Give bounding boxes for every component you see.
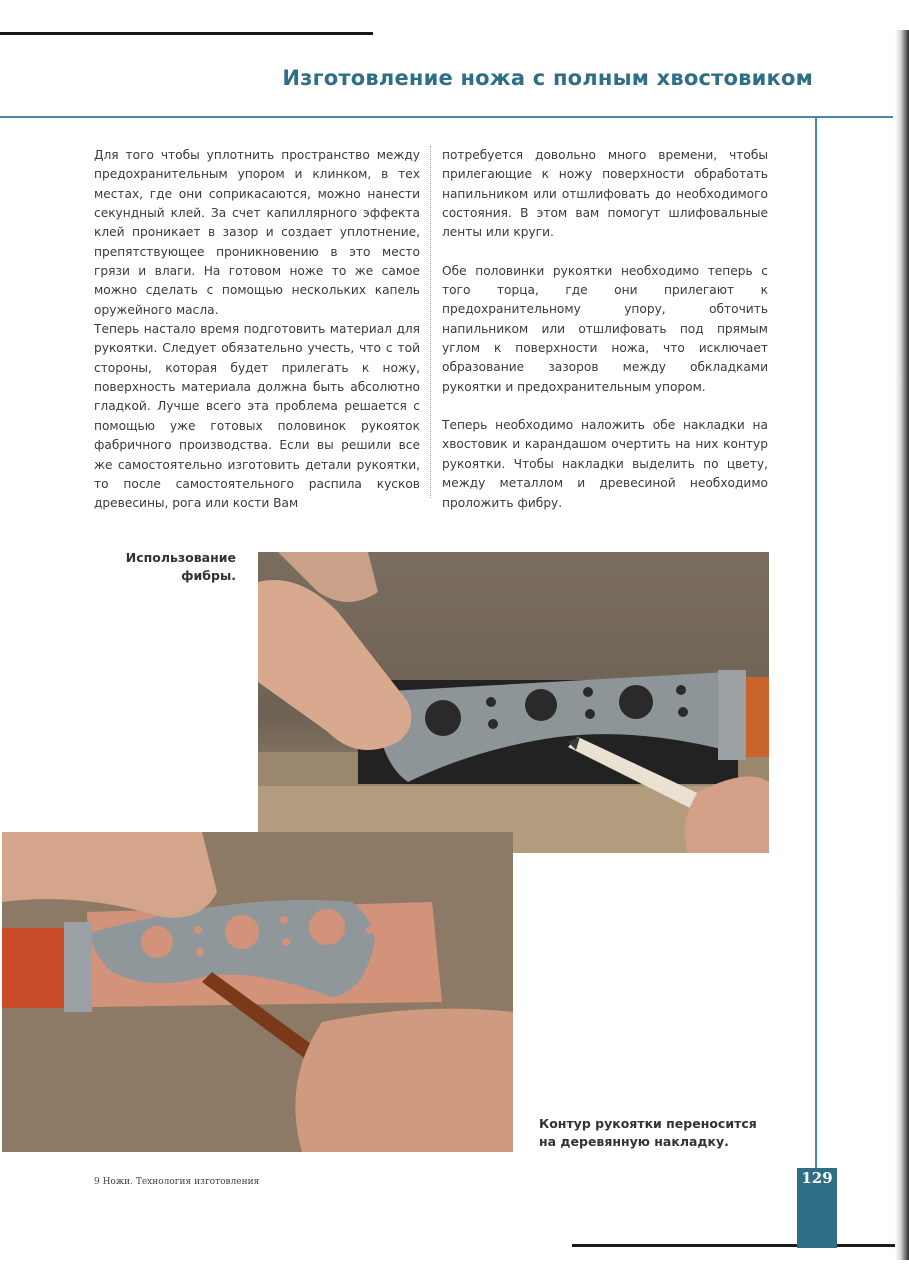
paragraph: потребуется довольно много времени, чтобы прилегающие к ножу поверхности обработать напильником или отшлифовать до необходимого состояния. В этом вам помогут шлифовальные ленты или круги. [442,148,768,240]
paragraph: Теперь настало время подготовить материал для рукоятки. Следует обязательно учесть, что с той стороны, которая будет прилегать к ножу, поверхность материала должна быть абсолютно гладкой. Лучше всего эта проблема решается с помощью уже готовых половинок рукояток фабричного производства. Если вы решили все же самостоятельно изготовить детали рукоятки, то после самостоятельного распила кусков древесины, рога или кости Вам [94,322,420,511]
title-rule [0,116,893,118]
paragraph: Обе половинки рукоятки необходимо теперь с того торца, где они прилегают к предохранительному упору, обточить напильником или отшлифовать под прямым углом к поверхности ножа, что исключает образование зазоров между обкладками рукоятки и предохранительным упором. [442,263,768,394]
photo-contour-illustration [2,832,513,1152]
text-column-right [442,146,768,513]
column-divider [430,146,432,498]
photo-fiber-illustration [258,552,769,853]
scan-edge-right [895,30,909,1260]
photo-caption-bottom: Контур рукоятки переносится на деревянную накладку. [539,1116,757,1149]
paragraph: Для того чтобы уплотнить пространство между предохранительным упором и клинком, в тех местах, где они соприкасаются, можно нанести секундный клей. За счет капиллярного эффекта клей проникает в зазор и создает уплотнение, препятствующее проникновению в это место грязи и влаги. На готовом ноже то же самое можно сделать с помощью нескольких капель оружейного масла. [94,148,420,317]
photo-fiber-usage [258,552,769,853]
page-title: Изготовление ножа с полным хвостовиком [282,66,813,90]
scan-edge-top [0,32,373,35]
text-column-left [94,146,420,514]
photo-contour-transfer [2,832,513,1152]
side-rule [815,116,817,1248]
paragraph: Теперь необходимо наложить обе накладки на хвостовик и карандашом очертить на них контур рукоятки. Чтобы накладки выделить по цвету, между металлом и древесиной необходимо проложить фибру. [442,418,768,510]
photo-caption-top: Использование фибры. [125,550,236,583]
page-number: 129 [801,1169,833,1187]
scan-edge-bottom [572,1244,909,1247]
footer-running-text: 9 Ножи. Технология изготовления [94,1177,260,1187]
